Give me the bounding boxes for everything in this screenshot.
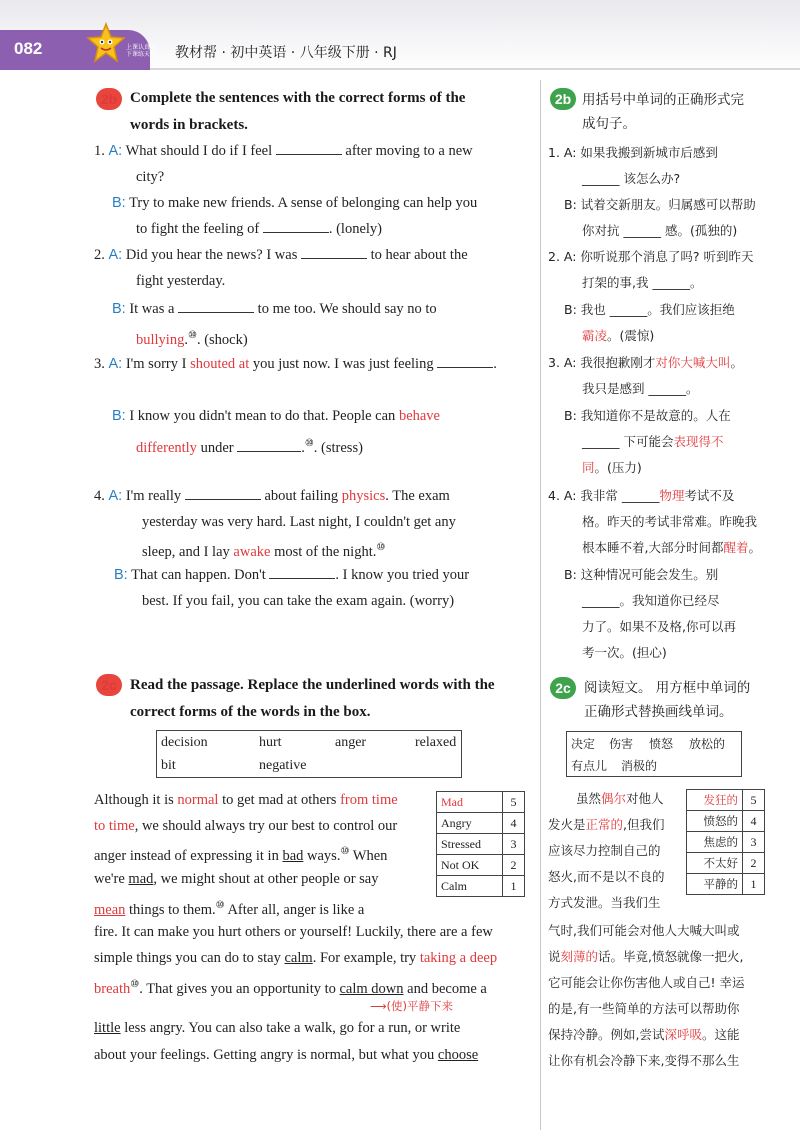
table-row	[437, 834, 525, 855]
table-row	[687, 853, 765, 874]
mood-label: 平静的	[687, 874, 743, 895]
q2-line3: B: It was a to me too. We should say no to	[112, 296, 437, 322]
mood-label: Not OK	[437, 855, 503, 876]
passage-line5: mean things to them.⑩ After all, anger is like a	[94, 900, 365, 918]
cn-q3-line3: B: 我知道你不是故意的。人在	[564, 408, 731, 423]
cn-q3-line5: 同。(压力)	[582, 460, 642, 475]
passage-line10: about your feelings. Getting angry is normal, but what you choose	[94, 1047, 479, 1063]
cn-q4-line6: 力了。如果不及格,你可以再	[582, 619, 736, 634]
cn-q4-line2: 格。昨天的考试非常难。昨晚我	[582, 514, 758, 529]
section-2c-title-line2: correct forms of the words in the box.	[130, 704, 371, 720]
page-header	[0, 0, 800, 72]
cn-q1-line3: B: 试着交新朋友。归属感可以帮助	[564, 197, 756, 212]
passage-line6: fire. It can make you hurt others or yourself! Luckily, there are a few	[94, 924, 493, 940]
cn-q1-line4: 你对抗 ______ 感。(孤独的)	[582, 223, 738, 238]
cn-box-word: 伤害	[609, 737, 634, 751]
table-row	[687, 790, 765, 811]
table-row	[687, 874, 765, 895]
cn-mood-scale-table	[686, 789, 765, 895]
section-2c-cn-title-line2: 正确形式替换画线单词。	[584, 704, 733, 720]
cn-passage-line5: 方式发泄。当我们生	[548, 895, 661, 910]
header-slogan: 上课认真听 下课练天星	[126, 44, 157, 58]
mood-label: 焦虑的	[687, 832, 743, 853]
cn-passage-line11: 让你有机会冷静下来,变得不那么生	[548, 1053, 740, 1068]
q4-line4: B: That can happen. Don't . I know you tried your	[114, 562, 469, 588]
q3-line3: differently under .⑩. (stress)	[136, 431, 363, 461]
mood-label: 发狂的	[687, 790, 743, 811]
mood-label: 愤怒的	[687, 811, 743, 832]
mood-value: 5	[503, 792, 525, 813]
q4-line1: 4. A: I'm really about failing physics. The exam	[94, 483, 450, 509]
cn-q3-line4: ______ 下可能会表现得不	[582, 434, 724, 449]
cn-passage-line1: 虽然偶尔对他人	[576, 791, 664, 806]
q1-line2: city?	[136, 169, 165, 185]
section-2b-cn-title-line2: 成句子。	[582, 116, 636, 132]
book-title: 教材帮 · 初中英语 · 八年级下册 · RJ	[175, 45, 397, 61]
mood-label: Calm	[437, 876, 503, 897]
q4-line5: best. If you fail, you can take the exam again. (worry)	[142, 593, 455, 609]
q1-line3: B: Try to make new friends. A sense of belonging can help you	[112, 195, 478, 211]
cn-q2-line1: 2. A: 你听说那个消息了吗? 听到昨天	[548, 249, 754, 264]
q1-blank-a[interactable]	[276, 139, 342, 155]
q2-line1: 2. A: Did you hear the news? I was to hear about the	[94, 242, 468, 268]
section-2c-title-line1: Read the passage. Replace the underlined words with the	[130, 677, 495, 693]
cn-passage-line2: 发火是正常的,但我们	[548, 817, 665, 832]
cn-q4-line3: 根本睡不着,大部分时间都醒着。	[582, 540, 762, 555]
mood-value: 1	[743, 874, 765, 895]
passage-line9: little less angry. You can also take a walk, go for a run, or write	[94, 1020, 461, 1036]
section-2b-title-line1: Complete the sentences with the correct forms of the	[130, 90, 466, 106]
cn-passage-line4: 怒火,而不是以不良的	[548, 869, 665, 884]
mood-value: 3	[503, 834, 525, 855]
cn-q2-line3: B: 我也 ______。我们应该拒绝	[564, 302, 735, 317]
mood-value: 2	[503, 855, 525, 876]
mood-value: 4	[743, 811, 765, 832]
section-badge-2b-cn: 2b	[550, 88, 576, 110]
cn-word-box	[566, 731, 742, 777]
q3-blank-a[interactable]	[437, 352, 493, 368]
cn-passage-line10: 保持冷静。例如,尝试深呼吸。这能	[548, 1027, 740, 1042]
mood-value: 3	[743, 832, 765, 853]
q4-line2: yesterday was very hard. Last night, I couldn't get any	[142, 514, 456, 530]
mood-label: Angry	[437, 813, 503, 834]
cn-q4-line5: ______。我知道你已经尽	[582, 593, 720, 608]
passage-line4: we're mad, we might shout at other people or say	[94, 871, 379, 887]
box-word: anger	[335, 735, 367, 750]
q2-line4: bullying.⑩. (shock)	[136, 330, 248, 348]
page-number: 082	[14, 39, 43, 58]
q3-blank-b[interactable]	[237, 436, 301, 452]
cn-q4-line7: 考一次。(担心)	[582, 645, 667, 660]
q4-line3: sleep, and I lay awake most of the night.⑩	[142, 542, 386, 560]
word-box	[156, 730, 462, 778]
cn-q1-line2: ______ 该怎么办?	[582, 171, 681, 186]
passage-line2: to time, we should always try our best to control our	[94, 818, 398, 834]
mood-scale-table	[436, 791, 525, 897]
passage-line7: simple things you can do to stay calm. For example, try taking a deep	[94, 950, 498, 966]
q2-blank-b[interactable]	[178, 297, 254, 313]
cn-box-word: 决定	[571, 737, 596, 751]
cn-q2-line2: 打架的事,我 ______。	[582, 275, 703, 290]
section-badge-2c-cn: 2c	[550, 677, 576, 699]
q3-line1: 3. A: I'm sorry I shouted at you just now. I was just feeling .	[94, 351, 497, 377]
cn-passage-line3: 应该尽力控制自己的	[548, 843, 661, 858]
section-badge-2b: 2b	[96, 88, 122, 110]
column-divider	[540, 80, 541, 1130]
mood-label: Mad	[437, 792, 503, 813]
calm-down-annotation: ⟶(使)平静下来	[370, 999, 453, 1013]
table-row	[437, 792, 525, 813]
cn-box-word: 有点儿	[571, 759, 608, 773]
cn-box-word: 愤怒	[649, 737, 674, 751]
cn-passage-line7: 说刻薄的话。毕竟,愤怒就像一把火,	[548, 949, 744, 964]
table-row	[687, 832, 765, 853]
section-2b-title-line2: words in brackets.	[130, 117, 248, 133]
passage-line8: breath⑩. That gives you an opportunity to calm down and become a	[94, 979, 487, 997]
q1-line1: 1. A: What should I do if I feel after moving to a new	[94, 138, 473, 164]
cn-q3-line1: 3. A: 我很抱歉刚才对你大喊大叫。	[548, 355, 743, 370]
cn-passage-line6: 气时,我们可能会对他人大喊大叫或	[548, 923, 740, 938]
cn-q3-line2: 我只是感到 ______。	[582, 381, 699, 396]
box-word: decision	[161, 735, 208, 750]
q3-line2: B: I know you didn't mean to do that. People can behave	[112, 408, 440, 424]
mood-value: 1	[503, 876, 525, 897]
box-word: hurt	[259, 735, 282, 750]
passage-line1: Although it is normal to get mad at others from time	[94, 792, 398, 808]
cn-q2-line4: 霸凌。(震惊)	[582, 328, 655, 343]
mood-value: 4	[503, 813, 525, 834]
table-row	[437, 876, 525, 897]
q1-blank-b[interactable]	[263, 217, 329, 233]
q1-line4: to fight the feeling of . (lonely)	[136, 216, 382, 242]
cn-q1-line1: 1. A: 如果我搬到新城市后感到	[548, 145, 718, 160]
box-word: bit	[161, 758, 176, 773]
star-mascot-icon	[86, 22, 126, 66]
q4-blank-b[interactable]	[269, 563, 335, 579]
q2-line2: fight yesterday.	[136, 273, 226, 289]
cn-q4-line1: 4. A: 我非常 ______物理考试不及	[548, 488, 735, 503]
table-row	[437, 855, 525, 876]
q4-blank-a[interactable]	[185, 484, 261, 500]
section-2c-cn-title-line1: 阅读短文。 用方框中单词的	[584, 680, 751, 696]
box-word: relaxed	[415, 735, 457, 750]
cn-passage-line8: 它可能会让你伤害他人或自己! 幸运	[548, 975, 745, 990]
mood-value: 2	[743, 853, 765, 874]
mood-label: Stressed	[437, 834, 503, 855]
section-badge-2c: 2c	[96, 674, 122, 696]
box-word: negative	[259, 758, 307, 773]
section-2b-cn-title-line1: 用括号中单词的正确形式完	[582, 92, 744, 108]
header-divider	[150, 68, 800, 70]
cn-box-word: 放松的	[689, 737, 726, 751]
cn-box-word: 消极的	[621, 759, 658, 773]
mood-value: 5	[743, 790, 765, 811]
q2-blank-a[interactable]	[301, 243, 367, 259]
cn-q4-line4: B: 这种情况可能会发生。别	[564, 567, 719, 582]
cn-passage-line9: 的是,有一些简单的方法可以帮助你	[548, 1001, 740, 1016]
passage-line3: anger instead of expressing it in bad ways.⑩ When	[94, 846, 388, 864]
table-row	[437, 813, 525, 834]
mood-label: 不太好	[687, 853, 743, 874]
table-row	[687, 811, 765, 832]
